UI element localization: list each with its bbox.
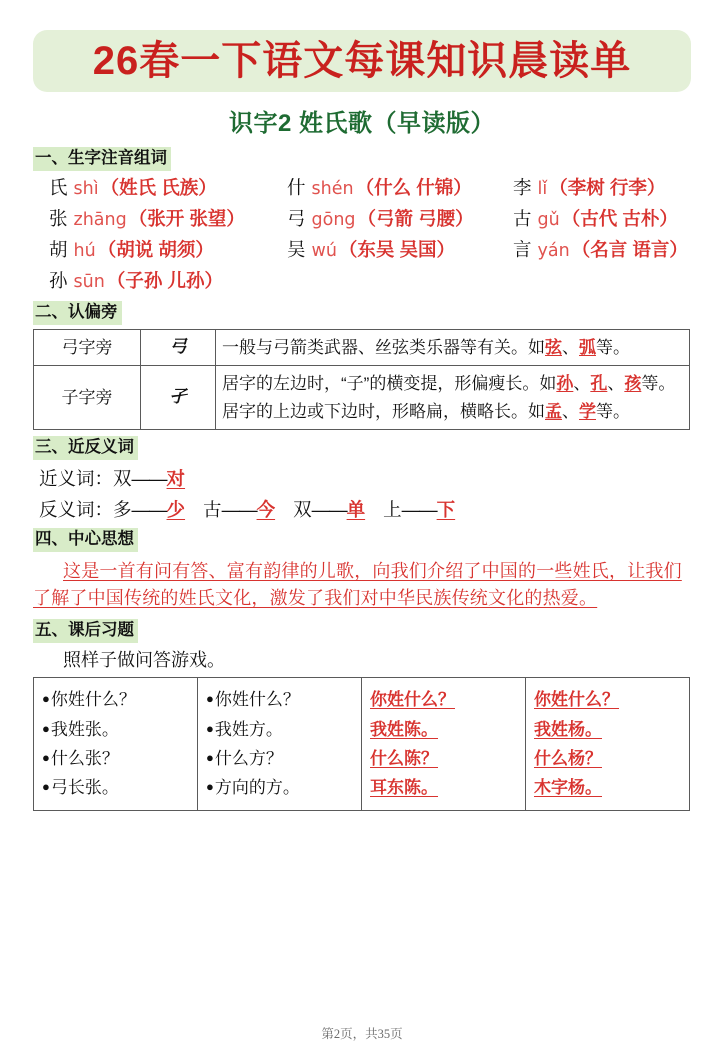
vocab-words: （弓箭 弓腰）	[357, 207, 474, 229]
qa-line	[42, 773, 189, 802]
vocab-character: 孙	[49, 270, 68, 291]
vocab-character: 什	[287, 176, 306, 198]
vocab-pinyin: hú	[73, 240, 96, 261]
relation-dash: ——	[221, 498, 257, 520]
section-main-idea	[33, 528, 691, 613]
qa-line	[370, 685, 517, 714]
vocab-pinyin: sūn	[73, 272, 105, 292]
qa-column-example-1	[34, 678, 198, 811]
qa-text: 木字杨。	[534, 778, 602, 798]
desc-text: 居字的上边或下边时，形略扁，横略长。如	[222, 401, 545, 421]
qa-text: 你姓什么？	[370, 690, 455, 710]
qa-text: 我姓方。	[214, 719, 283, 739]
vocabulary-entry	[49, 177, 287, 199]
qa-text: 方向的方。	[214, 778, 300, 798]
vocabulary-grid	[33, 177, 691, 293]
section-radicals	[33, 301, 691, 430]
relation-dash: ——	[401, 498, 437, 520]
radical-name: 弓字旁	[34, 329, 141, 366]
antonym-left: 多	[113, 498, 132, 520]
qa-line	[534, 715, 681, 744]
desc-sep: 、	[562, 401, 579, 421]
qa-line	[206, 685, 353, 714]
example-char: 孟	[545, 401, 562, 421]
section-heading-main-idea: 四、中心思想	[33, 528, 138, 552]
qa-line	[370, 773, 517, 802]
vocab-pinyin: wú	[311, 240, 337, 261]
vocabulary-row	[49, 270, 691, 292]
vocabulary-row	[49, 208, 691, 230]
table-row	[34, 366, 690, 430]
vocabulary-entry	[287, 177, 513, 199]
qa-line	[370, 744, 517, 773]
vocab-pinyin: gōng	[311, 209, 356, 230]
example-char: 弧	[579, 337, 596, 357]
vocabulary-entry	[513, 177, 665, 199]
vocab-character: 言	[513, 238, 532, 260]
vocabulary-entry	[513, 239, 688, 261]
main-idea-text: 这是一首有问有答、富有韵律的儿歌，向我们介绍了中国的一些姓氏，让我们了解了中国传统的姓氏文化，激发了我们对中华民族传统文化的热爱。	[33, 560, 682, 609]
qa-line	[42, 685, 189, 714]
antonym-line	[33, 498, 691, 522]
vocab-pinyin: zhāng	[73, 209, 127, 230]
vocabulary-entry	[49, 239, 287, 261]
vocabulary-entry	[287, 239, 513, 261]
section-heading-vocabulary: 一、生字注音组词	[33, 147, 171, 171]
vocabulary-row	[49, 239, 691, 261]
bullet-icon: ●	[206, 720, 214, 736]
bullet-icon: ●	[206, 749, 214, 765]
qa-line	[534, 744, 681, 773]
vocab-words: （胡说 胡须）	[97, 238, 214, 260]
vocab-pinyin: lǐ	[537, 178, 548, 199]
section-heading-radicals: 二、认偏旁	[33, 301, 122, 325]
vocab-pinyin: shì	[73, 178, 99, 199]
vocab-character: 张	[49, 207, 68, 229]
vocab-words: （李树 行李）	[549, 176, 666, 198]
desc-tail: 、	[607, 374, 625, 394]
qa-text: 什么张？	[50, 748, 119, 768]
section-heading-exercise: 五、课后习题	[33, 619, 138, 643]
qa-text: 弓长张。	[50, 778, 119, 798]
antonym-right: 今	[256, 498, 276, 520]
desc-text: 一般与弓箭类武器、丝弦类乐器等有关。如	[222, 337, 545, 357]
bullet-icon: ●	[42, 720, 50, 736]
bullet-icon: ●	[206, 691, 214, 707]
section-word-relations	[33, 436, 691, 522]
title-banner	[33, 30, 691, 92]
qa-text: 什么方？	[214, 748, 283, 768]
radical-description	[216, 329, 690, 366]
example-char: 孔	[590, 374, 608, 394]
vocab-words: （什么 什锦）	[355, 176, 472, 198]
desc-sep: 、	[573, 374, 591, 394]
vocabulary-entry	[49, 208, 287, 230]
antonym-label: 反义词：	[39, 498, 114, 520]
desc-tail: 等。	[596, 337, 630, 357]
relation-dash: ——	[131, 498, 167, 520]
radical-glyph: 孑	[141, 366, 216, 430]
vocab-character: 吴	[287, 238, 306, 260]
bullet-icon: ●	[42, 779, 50, 795]
qa-line	[206, 773, 353, 802]
antonym-right: 下	[436, 498, 456, 520]
qa-line	[206, 715, 353, 744]
qa-text: 我姓张。	[50, 719, 119, 739]
qa-column-example-2	[198, 678, 362, 811]
vocabulary-entry	[513, 208, 678, 230]
example-char: 学	[579, 401, 596, 421]
qa-line	[42, 744, 189, 773]
vocab-pinyin: shén	[311, 178, 354, 199]
radical-desc-line	[222, 335, 683, 361]
qa-column-answer-2	[526, 678, 690, 811]
section-exercise	[33, 619, 691, 811]
lesson-subtitle: 识字2 姓氏歌（早读版）	[228, 110, 495, 137]
relation-dash: ——	[311, 498, 347, 520]
synonym-right: 对	[166, 467, 186, 489]
vocab-character: 弓	[287, 207, 306, 229]
vocab-character: 胡	[49, 238, 68, 260]
desc-sep: 、	[562, 337, 579, 357]
relation-dash: ——	[131, 467, 167, 489]
synonym-left: 双	[113, 467, 132, 489]
exercise-prompt: 照样子做问答游戏。	[63, 650, 225, 670]
vocab-words: （姓氏 氏族）	[100, 176, 217, 198]
qa-text: 耳东陈。	[370, 778, 438, 798]
radical-name: 子字旁	[34, 366, 141, 430]
bullet-icon: ●	[42, 691, 50, 707]
vocabulary-entry	[287, 208, 513, 230]
qa-text: 你姓什么？	[534, 690, 619, 710]
vocab-pinyin: yán	[537, 240, 570, 261]
vocab-pinyin: gǔ	[537, 209, 560, 230]
section-heading-word-relations: 三、近反义词	[33, 436, 138, 460]
qa-column-answer-1	[362, 678, 526, 811]
synonym-line	[33, 467, 691, 491]
antonym-right: 少	[166, 498, 186, 520]
radical-desc-line	[222, 371, 683, 397]
antonym-right: 单	[346, 498, 366, 520]
antonym-left: 双	[293, 498, 312, 520]
antonym-left: 古	[203, 498, 222, 520]
vocabulary-row	[49, 177, 691, 199]
vocab-words: （子孙 儿孙）	[106, 270, 223, 291]
qa-line	[206, 744, 353, 773]
document-page	[0, 30, 724, 1054]
example-char: 孩	[624, 374, 642, 394]
bullet-icon: ●	[42, 749, 50, 765]
radical-glyph: 弓	[141, 329, 216, 366]
qa-text: 什么杨？	[534, 748, 602, 768]
vocab-words: （东吴 吴国）	[338, 238, 456, 260]
bullet-icon: ●	[206, 779, 214, 795]
qa-text: 你姓什么？	[50, 690, 136, 710]
desc-tail: 等。	[596, 401, 630, 421]
qa-text: 什么陈？	[370, 748, 438, 768]
radical-description	[216, 366, 690, 430]
radical-desc-line	[222, 399, 683, 425]
radical-table	[33, 329, 690, 431]
desc-tail: 等。	[641, 374, 676, 394]
example-char: 弦	[545, 337, 562, 357]
qa-text: 我姓陈。	[370, 719, 438, 739]
vocab-character: 氏	[49, 176, 68, 198]
antonym-left: 上	[383, 498, 402, 520]
vocab-character: 李	[513, 176, 532, 198]
vocab-words: （古代 古朴）	[561, 207, 678, 229]
table-row	[34, 678, 690, 811]
vocab-words: （张开 张望）	[128, 207, 245, 229]
qa-text: 我姓杨。	[534, 719, 602, 739]
qa-line	[370, 715, 517, 744]
qa-line	[534, 773, 681, 802]
qa-line	[534, 685, 681, 714]
page-title: 26春一下语文每课知识晨读单	[92, 39, 632, 83]
synonym-label: 近义词：	[39, 467, 114, 489]
qa-text: 你姓什么？	[214, 690, 300, 710]
section-vocabulary	[33, 147, 691, 292]
page-footer: 第2页，共35页	[321, 1027, 403, 1041]
vocab-character: 古	[513, 207, 532, 229]
qa-line	[42, 715, 189, 744]
vocab-words: （名言 语言）	[571, 238, 688, 260]
desc-text: 居字的左边时，“子”的横变提，形偏瘦长。如	[222, 374, 557, 394]
table-row	[34, 329, 690, 366]
qa-table	[33, 677, 690, 811]
example-char: 孙	[556, 374, 574, 394]
vocabulary-entry	[49, 270, 287, 292]
